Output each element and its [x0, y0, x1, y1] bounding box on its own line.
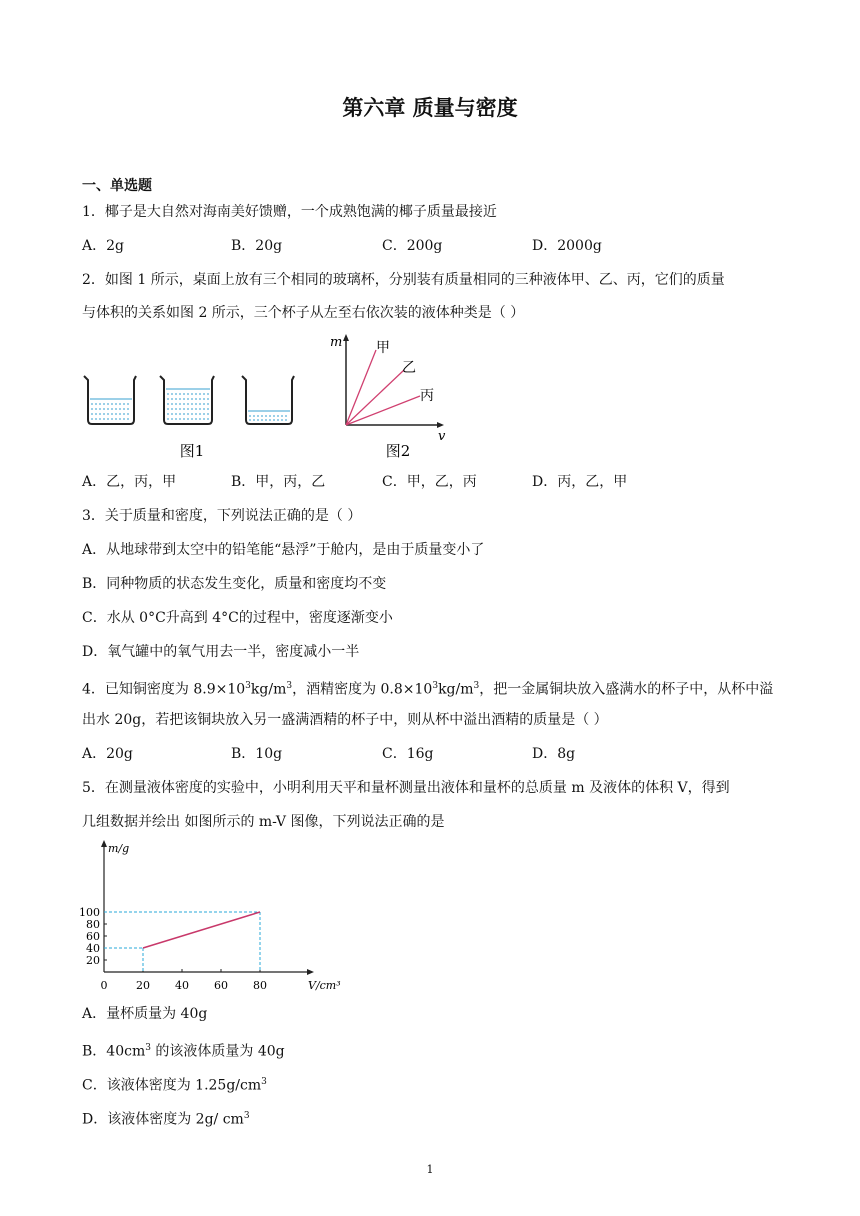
q4-option-d: D．8g	[532, 746, 576, 762]
q4-option-c: C．16g	[382, 746, 434, 762]
q1-option-a: A．2g	[82, 238, 124, 254]
x-axis-arrow	[307, 969, 314, 975]
q5-option-b: B．$40cm^3$ 的该液体质量为 40g	[82, 1043, 285, 1060]
label-bing: 丙	[420, 388, 434, 404]
y-axis-label: m/g	[108, 842, 130, 855]
label-yi: 乙	[402, 360, 416, 376]
x-tick-label: 20	[136, 979, 150, 992]
section-heading: 一、单选题	[82, 178, 152, 194]
q2-option-d: D．丙，乙，甲	[532, 474, 628, 490]
q1-option-d: D．2000g	[532, 238, 602, 254]
mv-chart	[78, 838, 348, 998]
x-axis-label: V/cm³	[308, 979, 341, 992]
y-tick-label: 20	[86, 954, 100, 967]
figure-2-caption: 图2	[385, 442, 411, 460]
x-tick-label: 0	[100, 979, 108, 992]
figure-2-x-label: v	[438, 429, 446, 444]
line-yi	[346, 370, 404, 425]
q2-option-a: A．乙，丙，甲	[82, 474, 177, 490]
question-4-line-2: 出水 20g，若把该铜块放入另一盛满酒精的杯子中，则从杯中溢出酒精的质量是（ ）	[82, 712, 608, 728]
y-axis-arrow	[101, 840, 107, 847]
beaker-3	[242, 376, 294, 424]
q3-option-d: D．氧气罐中的氧气用去一半，密度减小一半	[82, 644, 360, 660]
q4-option-b: B．10g	[231, 746, 283, 762]
q2-option-c: C．甲，乙，丙	[382, 474, 477, 490]
q5-option-c: C．该液体密度为 $1.25g/cm^3$	[82, 1077, 267, 1094]
y-tick-label: 60	[86, 930, 100, 943]
q3-option-a: A．从地球带到太空中的铅笔能“悬浮”于舱内，是由于质量变小了	[82, 542, 485, 558]
line-bing	[346, 396, 420, 425]
figure-2-y-label: m	[330, 335, 343, 350]
q1-option-c: C．200g	[382, 238, 443, 254]
mv-series-line	[143, 912, 260, 948]
q2-option-b: B．甲，丙，乙	[231, 474, 326, 490]
x-tick-label: 40	[175, 979, 189, 992]
figure-1-caption: 图1	[179, 442, 205, 460]
question-1-text: 1．椰子是大自然对海南美好馈赠，一个成熟饱满的椰子质量最接近	[82, 204, 497, 220]
q3-option-b: B．同种物质的状态发生变化，质量和密度均不变	[82, 576, 387, 592]
page-title: 第六章 质量与密度	[342, 96, 518, 120]
question-2-line-1: 2．如图 1 所示，桌面上放有三个相同的玻璃杯，分别装有质量相同的三种液体甲、乙、丙，它们的质量	[82, 272, 725, 288]
figure-1-beakers	[78, 360, 318, 460]
question-3-text: 3．关于质量和密度，下列说法正确的是（ ）	[82, 508, 362, 524]
x-tick-label: 80	[253, 979, 267, 992]
line-jia	[346, 350, 376, 425]
figure-2-mv-graph	[322, 330, 462, 460]
y-tick-label: 100	[79, 906, 100, 919]
beaker-1	[84, 376, 136, 424]
beaker-2	[160, 376, 214, 424]
q3-option-c: C．水从 0°C升高到 4°C的过程中，密度逐渐变小	[82, 610, 393, 626]
q5-option-d: D．该液体密度为 2g/ $cm^3$	[82, 1111, 250, 1128]
x-tick-label: 60	[214, 979, 228, 992]
label-jia: 甲	[376, 340, 390, 356]
y-tick-label: 40	[86, 942, 100, 955]
q5-option-a: A．量杯质量为 40g	[82, 1006, 208, 1022]
question-5-line-1: 5．在测量液体密度的实验中，小明利用天平和量杯测量出液体和量杯的总质量 m 及液体的体积 V，得到	[82, 780, 730, 796]
y-tick-label: 80	[86, 918, 100, 931]
q4-option-a: A．20g	[82, 746, 133, 762]
question-4-line-1: 4．已知铜密度为 $8.9\times 10^3kg/m^3$，酒精密度为 $0.8\times 10^3kg/m^3$，把一金属铜块放入盛满水的杯子中，从杯中溢	[82, 681, 774, 698]
question-5-line-2: 几组数据并绘出 如图所示的 m-V 图像，下列说法正确的是	[82, 814, 445, 830]
page-number: 1	[426, 1163, 434, 1176]
question-2-line-2: 与体积的关系如图 2 所示，三个杯子从左至右依次装的液体种类是（ ）	[82, 305, 525, 321]
q1-option-b: B．20g	[231, 238, 283, 254]
